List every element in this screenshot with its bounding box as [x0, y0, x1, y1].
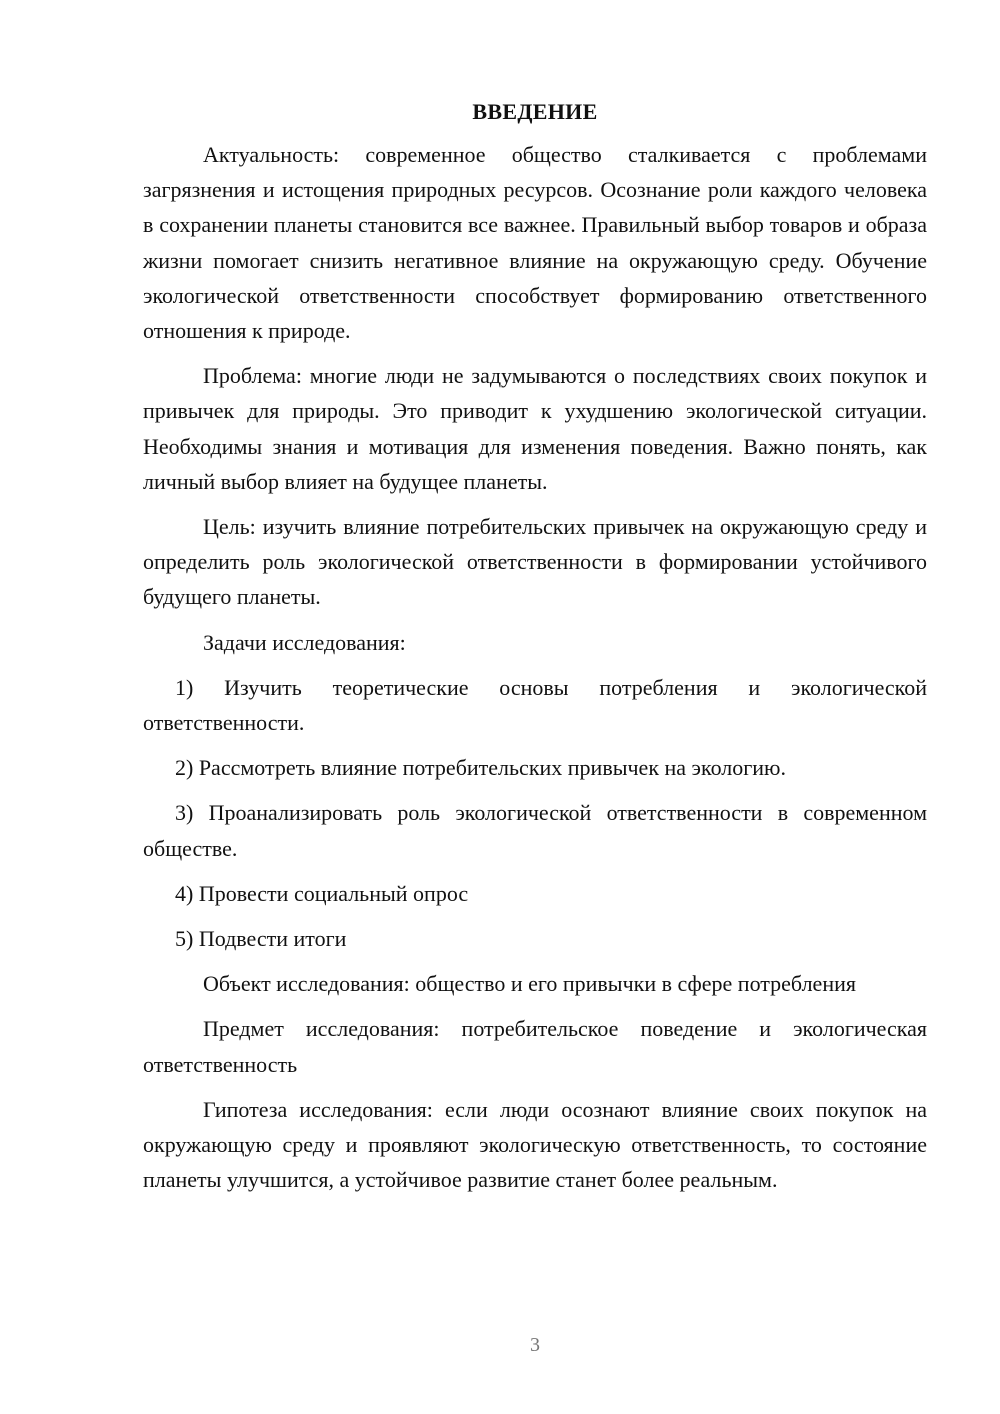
- list-item: 3) Проанализировать роль экологической ответственности в современном обществе.: [143, 800, 927, 861]
- list-item: 1) Изучить теоретические основы потребления и экологической ответственности.: [143, 674, 927, 736]
- paragraph-problem: Проблема: многие люди не задумываются о последствиях своих покупок и привычек для природы. Это приводит к ухудшению экологической ситуации. Необходимы знания и мотивация для изменения поведения. Важно понять, как личный выбор влияет на будущее планеты.: [143, 363, 927, 494]
- paragraph-subject: Предмет исследования: потребительское поведение и экологическая ответственность: [143, 1016, 927, 1077]
- list-item: 2) Рассмотреть влияние потребительских привычек на экологию.: [175, 755, 786, 781]
- paragraph-hypothesis: Гипотеза исследования: если люди осознают влияние своих покупок на окружающую среду и проявляют экологическую ответственность, то состояние планеты улучшится, а устойчивое развитие станет более реальным.: [143, 1096, 927, 1193]
- page-title: ВВЕДЕНИЕ: [472, 99, 598, 124]
- paragraph-goal: Цель: изучить влияние потребительских привычек на окружающую среду и определить роль экологической ответственности в формировании устойчивого будущего планеты.: [143, 514, 927, 610]
- paragraph-relevance: Актуальность: современное общество сталкивается с проблемами загрязнения и истощения природных ресурсов. Осознание роли каждого человека в сохранении планеты становится все важнее. Правильный выбор товаров и образа жизни помогает снизить негативное влияние на окружающую среду. Обучение экологической ответственности способствует формированию ответственного отношения к природе.: [143, 142, 927, 344]
- document-page: [143, 94, 927, 1207]
- list-item: 5) Подвести итоги: [175, 926, 347, 952]
- paragraph-object: Объект исследования: общество и его привычки в сфере потребления: [203, 971, 856, 997]
- paragraph-tasks-heading: Задачи исследования:: [203, 629, 406, 655]
- list-item: 4) Провести социальный опрос: [175, 880, 469, 906]
- page-number: 3: [530, 1334, 540, 1356]
- tasks-list: [143, 670, 927, 956]
